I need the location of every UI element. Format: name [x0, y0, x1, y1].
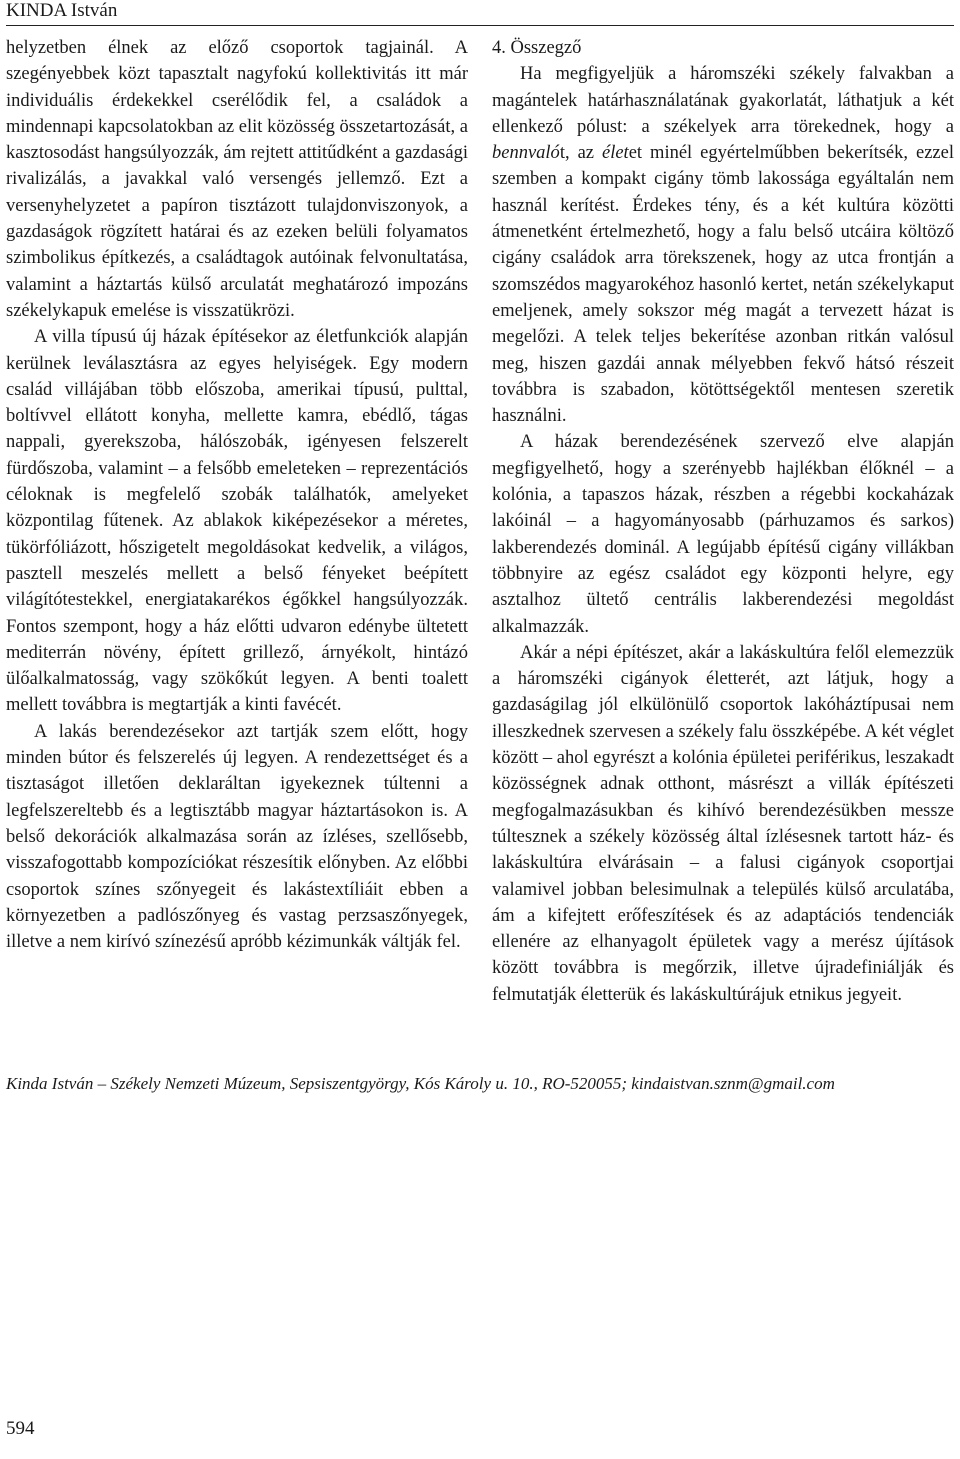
left-paragraph-3: A lakás berendezésekor azt tartják szem előtt, hogy minden bútor és felszerelés új legyen. A rendezettséget és a tisztaságot illetően deklaráltan igyekeznek túltenni a legfelszereltebb és a legtisztább magyar háztartásokon is. A belső dekorációk alkalmazása során az ízléses, szellősebb, visszafogottabb kompozíciókat részesítik előnyben. Az előbbi csoportok színes szőnyegeit és lakástextíliáit ebben a környezetben a padlószőnyeg és vastag perzsaszőnyegek, illetve a nem kirívó színezésű apróbb kézimunkák váltják fel.: [6, 721, 468, 953]
right-paragraph-1-part-c: et minél egyértelműbben bekerítsék, ezzel szemben a kompakt cigány tömb lakossága egyáltalán nem használ kerítést. Érdekes tény, és a két kultúra közötti átmenetként értelmezhető, hogy a falu belső utcáira költöző cigány családok arra törekszenek, hogy az utca frontján a szomszédos magyarokéhoz hasonló kertet, netán székelykaput emeljenek, amely sokszor még magát a tervezett házat is megelőzi. A telek teljes bekerítése azonban ritkán valósul meg, hiszen gazdái annak mélyebben fekvő hátsó részeit továbbra is szabadon, kötöttségektől mentesen szeretik használni.: [492, 143, 954, 427]
right-column: [492, 35, 954, 1008]
right-paragraph-1-part-a: Ha megfigyeljük a háromszéki székely falvakban a magántelek határhasználatának gyakorlatát, láthatjuk a két ellenkező pólust: a székelyek arra törekednek, hogy a: [492, 64, 954, 137]
right-paragraph-1-part-b: t, az: [559, 143, 602, 164]
section-heading: 4. Összegző: [492, 38, 582, 58]
term-elet: élet: [602, 143, 629, 164]
left-paragraph-2: A villa típusú új házak építésekor az életfunkciók alapján kerülnek leválasztásra az egyes helyiségek. Egy modern család villájában több előszoba, amerikai típusú, pulttal, boltívvel ellátott konyha, mellette kamra, ebédlő, tágas nappali, gyerekszoba, hálószobák, igényesen felszerelt fürdőszoba, valamint – a felsőbb emeleteken – reprezentációs céloknak is megfelelő szobák találhatók, amelyeket központilag fűtenek. Az ablakok kiképezésekor a méretes, tükörfóliázott, hőszigetelt megoldásokat kedvelik, a világos, pasztell meszelés mellett a belső fényeket beépített világítótestekkel, energiatakarékos égőkkel hangsúlyozzák. Fontos szempont, hogy a ház előtti udvaron edénybe ültetett mediterrán növény, épített grillező, árnyékolt, hintázó ülőalkalmatosság, vagy szökőkút legyen. A benti toalett mellett továbbra is megtartják a kinti favécét.: [6, 327, 468, 716]
right-paragraph-2: A házak berendezésének szervező elve alapján megfigyelhető, hogy a szerényebb hajlékban élőknél – a kolónia, a tapaszos házak, részben a régebbi kockaházak lakóinál – a hagyományosabb (párhuzamos és sarkos) lakberendezés dominál. A legújabb építésű cigány villákban többnyire az egész családot egy központi helyre, egy asztalhoz ültető centrális lakberendezési megoldást alkalmazzák.: [492, 432, 954, 637]
right-paragraph-1: [492, 61, 954, 429]
term-bennvalo: bennvaló: [492, 143, 560, 164]
left-column: [6, 35, 468, 955]
running-head: KINDA István: [6, 0, 954, 26]
page-number: 594: [6, 1418, 35, 1439]
right-paragraph-3: Akár a népi építészet, akár a lakáskultúra felől elemezzük a háromszéki cigányok életterét, azt látjuk, hogy a gazdaságilag jól elkülönülő csoportok lakóháztípusai nem illeszkednek szervesen a székely falu összképébe. A két véglet között – ahol egyrészt a kolónia épületei periférikus, leszakadt közösségnek adnak otthont, másrészt a villák építészeti megfogalmazásukban és kihívó berendezésükben messze túltesznek a székely közösség által ízlésesnek tartott ház- és lakáskultúra elvárásain – a falusi cigányok csoportjai valamivel jobban belesimulnak a település külső arculatába, ám a kifejtett erőfeszítések és az adaptációs tendenciák ellenére az elhanyagolt épületek vagy a merész újítások között továbbra is megőrzik, illetve újradefiniálják és felmutatják életterük és lakáskultúrájuk etnikus jegyeit.: [492, 642, 954, 1005]
author-affiliation: Kinda István – Székely Nemzeti Múzeum, Sepsiszentgyörgy, Kós Károly u. 10., RO-520055; kindaistvan.sznm@gmail.com: [6, 1074, 835, 1093]
left-paragraph-1: helyzetben élnek az előző csoportok tagjainál. A szegényebbek közt tapasztalt nagyfokú kollektivitás itt már individuális érdekekkel cserélődik fel, a családok a mindennapi kapcsolatokban az elit közösség összetartozását, a kasztosodást hangsúlyozzák, ám rejtett attitűdként a gazdasági rivalizálás, a javakkal való versengés jellemző. Ezt a versenyhelyzetet a papíron tisztázott tulajdonviszonyok, a gazdaságok rögzített határai és az ezeken belüli folyamatos szimbolikus építkezés, a családtagok autóinak felvonultatása, valamint a háztartás külső arculatát meghatározó impozáns székelykapuk emelése is visszatükrözi.: [6, 38, 468, 321]
